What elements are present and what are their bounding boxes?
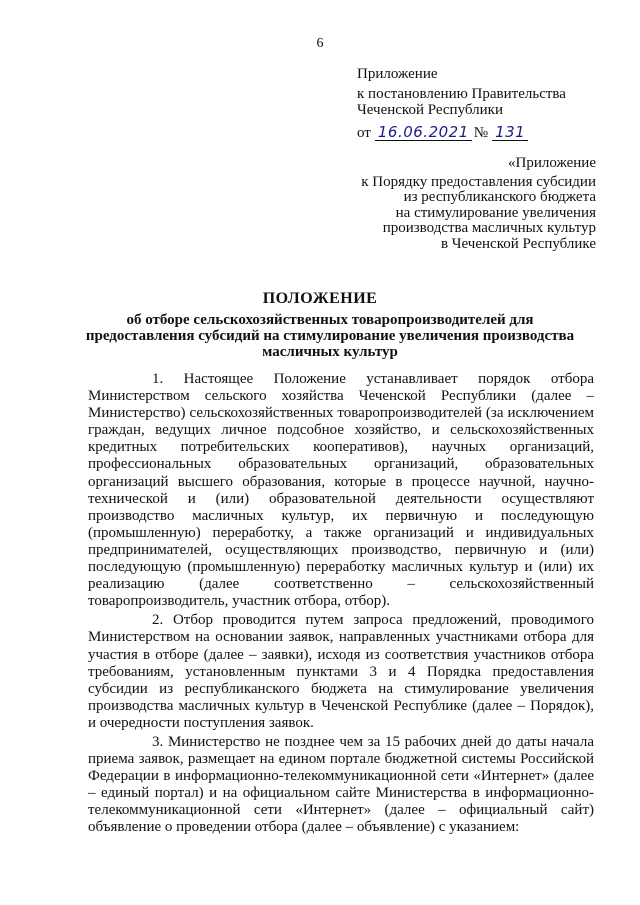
appendix-title: Приложение: [357, 66, 438, 82]
decree-date-number: [357, 124, 607, 141]
sub-appendix-line-1: к Порядку предоставления субсидии: [361, 173, 596, 190]
sub-appendix-line-3: на стимулирование увеличения: [395, 204, 596, 221]
sub-appendix-line-5: в Чеченской Республике: [440, 235, 596, 252]
sub-appendix-title: «Приложение: [507, 155, 596, 171]
decree-date: 16.06.2021: [375, 124, 472, 141]
paragraph-2: 2. Отбор проводится путем запроса предложений, проводимого Министерством на основании заявок, направленных участниками отбора для участия в отборе (далее – заявки), исходя из соответствия участников отбора требованиям, установленным пунктами 3 и 4 Порядка предоставления субсидии из республиканского бюджета на стимулирование увеличения производства масличных культур в Чеченской Республике (далее – Порядок), и очередности поступления заявок.: [88, 612, 594, 731]
paragraph-1: 1. Настоящее Положение устанавливает порядок отбора Министерством сельского хозяйства Чеченской Республики (далее – Министерство) сельскохозяйственных товаропроизводителей (за исключением граждан, ведущих личное подсобное хозяйство, и сельскохозяйственных кредитных потребительских кооперативов), научных организаций, профессиональных образовательных организаций, образовательных организаций высшего образования, которые в процессе научной, научно-технической и (или) образовательной деятельности осуществляют производство масличных культур, их первичную и последующую (промышленную) переработку, а также организаций и индивидуальных предпринимателей, осуществляющих производство, первичную и (или) последующую (промышленную) переработку масличных культур и (или) их реализацию (далее соответственно – сельскохозяйственный товаропроизводитель, участник отбора, отбор).: [88, 371, 594, 610]
document-subtitle: об отборе сельскохозяйственных товаропроизводителей для предоставления субсидий на стимулирование увеличения производства масличных культур: [85, 312, 575, 360]
sub-appendix-line-2: из республиканского бюджета: [403, 189, 596, 205]
document-title: ПОЛОЖЕНИЕ: [262, 290, 378, 307]
decree-number: 131: [492, 124, 528, 141]
appendix-header: [357, 66, 607, 141]
sub-appendix-line-4: производства масличных культур: [382, 220, 596, 236]
paragraph-3: 3. Министерство не позднее чем за 15 рабочих дней до даты начала приема заявок, размещает на едином портале бюджетной системы Российской Федерации в информационно-телекоммуникационной сети «Интернет» (далее – единый портал) и на официальном сайте Министерства в информационно-телекоммуникационной сети «Интернет» (далее – официальный сайт) объявление о проведении отбора (далее – объявление) с указанием:: [88, 733, 594, 836]
sub-appendix-header: [316, 156, 596, 252]
date-prefix: от: [357, 125, 371, 141]
document-body: [88, 371, 594, 839]
appendix-line-2: Чеченской Республики: [357, 102, 503, 118]
number-prefix: №: [473, 125, 489, 141]
appendix-line-1: к постановлению Правительства: [357, 86, 566, 102]
page-number: 6: [316, 36, 324, 51]
